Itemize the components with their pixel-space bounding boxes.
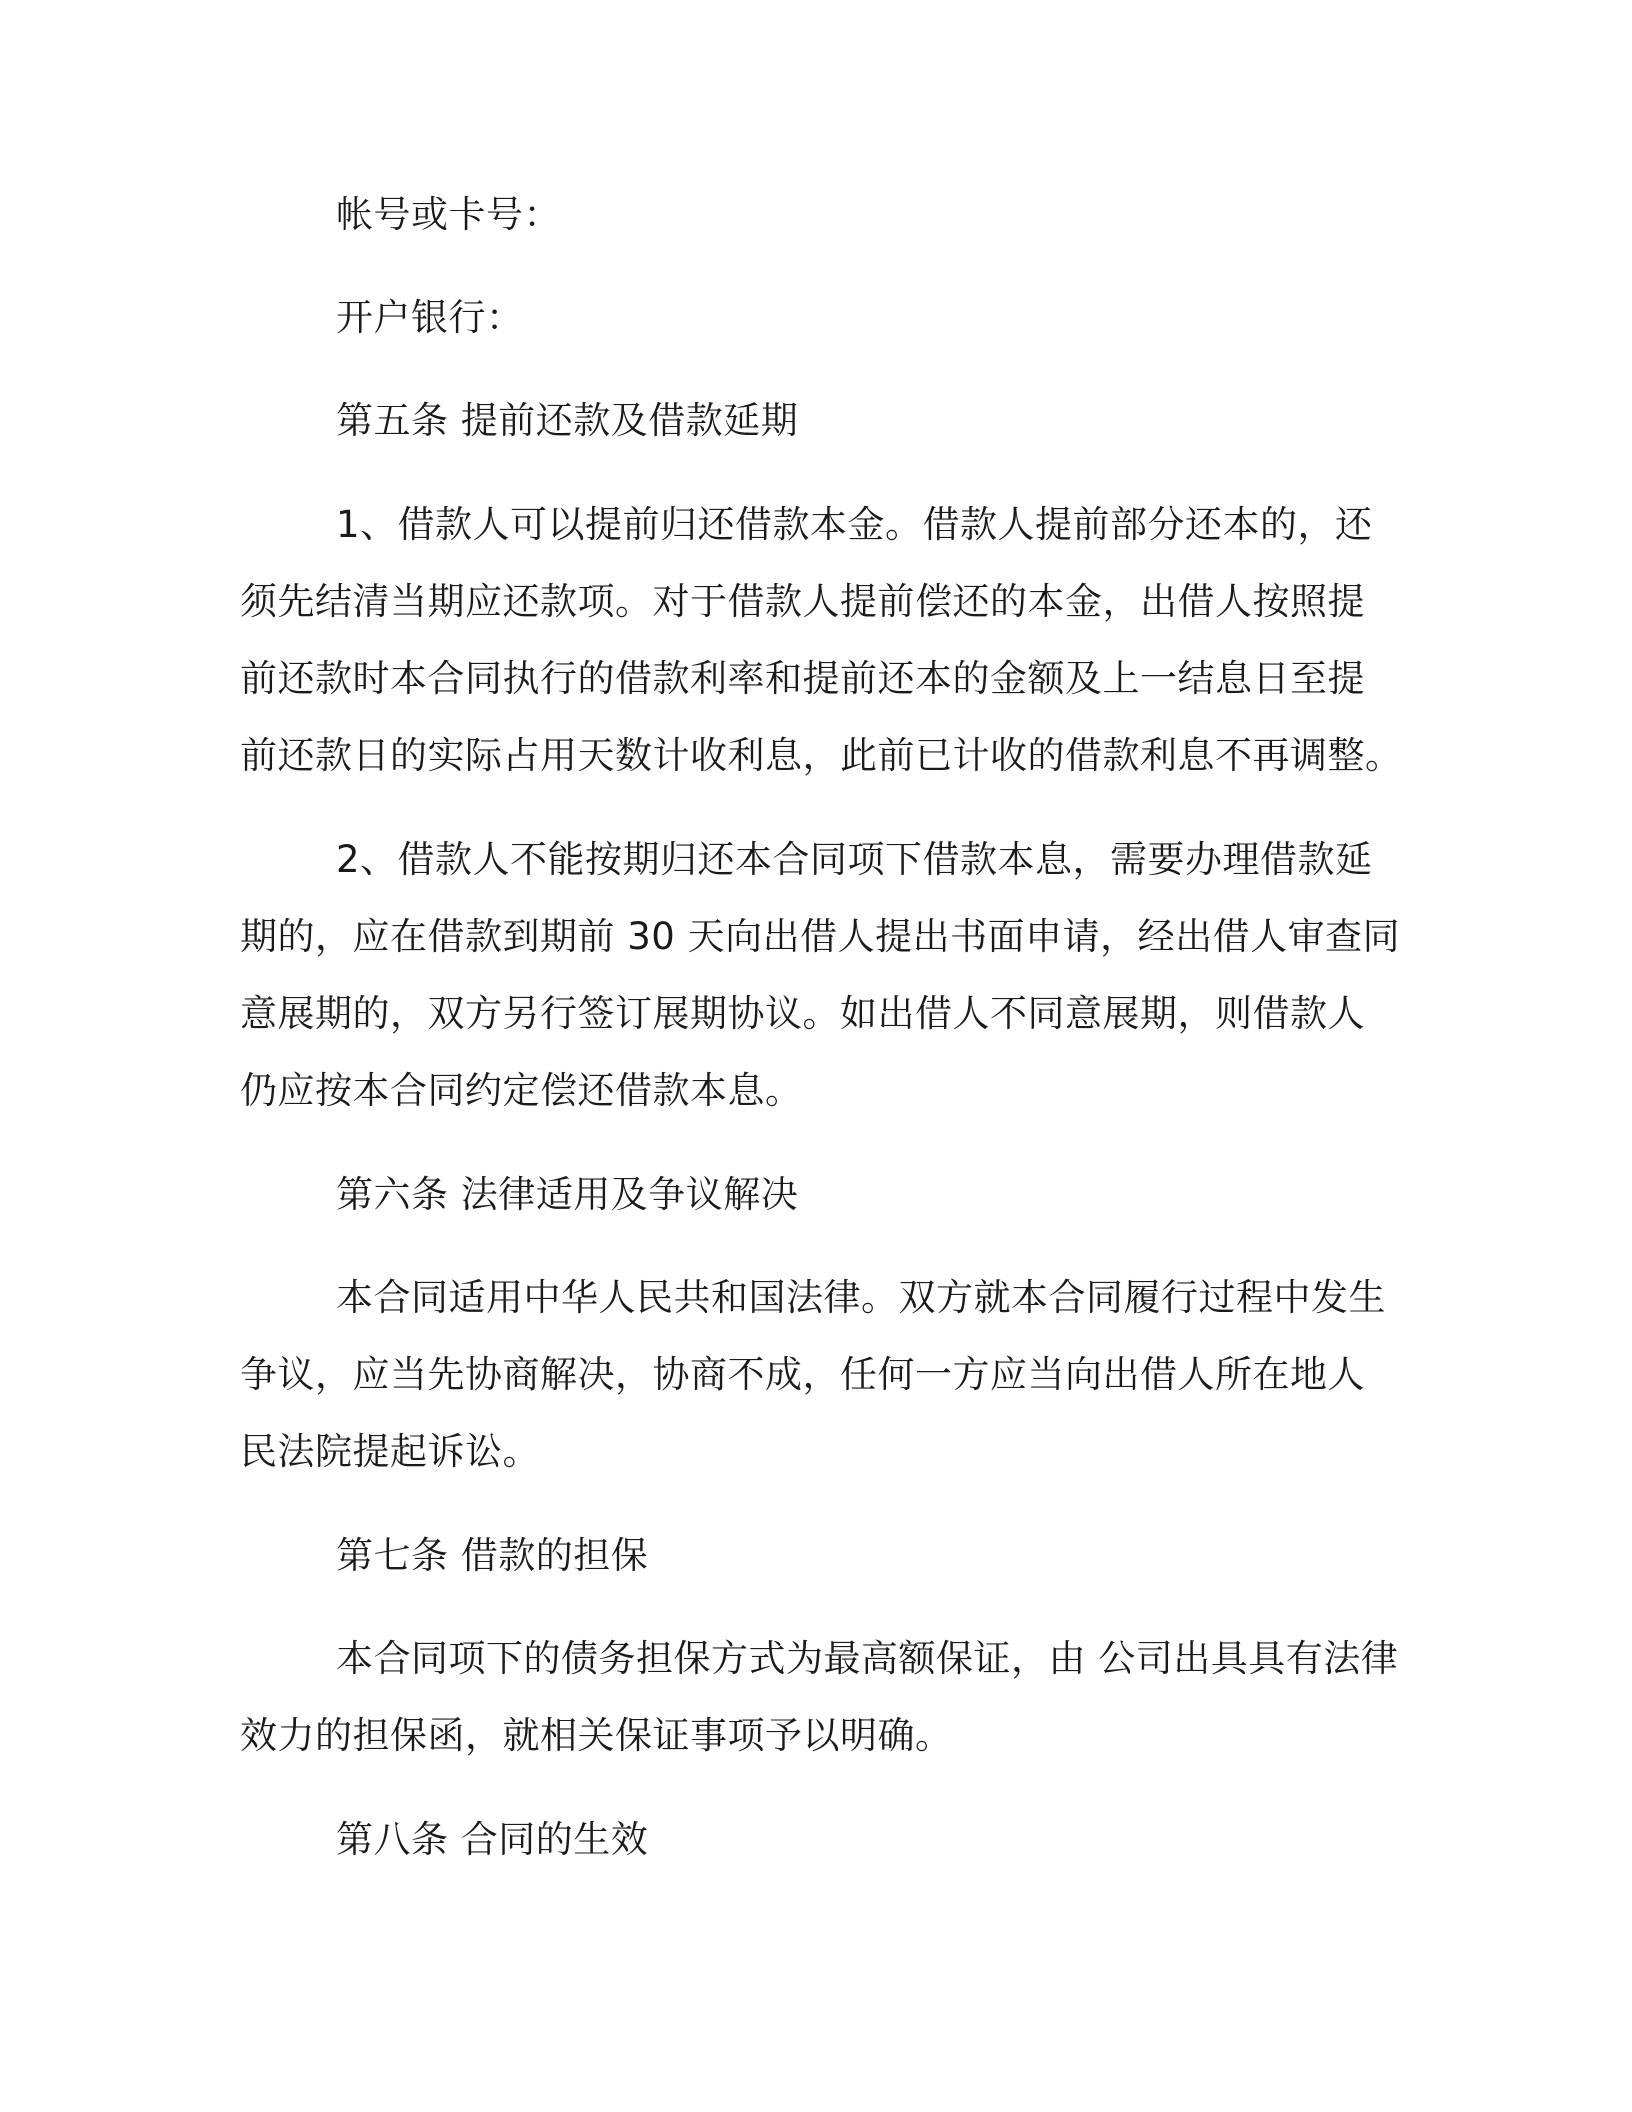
article-7-body-line-1: 本合同项下的债务担保方式为最高额保证，由 公司出具具有法律 bbox=[336, 1637, 1399, 1680]
article-5-clause-2-line-2: 期的，应在借款到期前 30 天向出借人提出书面申请，经出借人审查同 bbox=[240, 915, 1401, 958]
article-5-clause-1-line-4: 前还款日的实际占用天数计收利息，此前已计收的借款利息不再调整。 bbox=[240, 734, 1403, 777]
article-5-clause-2-line-3: 意展期的，双方另行签订展期协议。如出借人不同意展期，则借款人 bbox=[240, 992, 1365, 1035]
article-7-heading: 第七条 借款的担保 bbox=[336, 1534, 649, 1577]
article-6-body-line-2: 争议，应当先协商解决，协商不成，任何一方应当向出借人所在地人 bbox=[240, 1353, 1365, 1396]
article-5-clause-1-line-3: 前还款时本合同执行的借款利率和提前还本的金额及上一结息日至提 bbox=[240, 657, 1365, 700]
article-5-clause-2-line-1: 2、借款人不能按期归还本合同项下借款本息，需要办理借款延 bbox=[336, 838, 1373, 881]
article-6-heading: 第六条 法律适用及争议解决 bbox=[336, 1173, 799, 1216]
article-8-heading: 第八条 合同的生效 bbox=[336, 1818, 649, 1861]
account-number-label: 帐号或卡号： bbox=[336, 193, 561, 236]
article-6-body-line-1: 本合同适用中华人民共和国法律。双方就本合同履行过程中发生 bbox=[336, 1276, 1386, 1319]
bank-name-label: 开户银行： bbox=[336, 296, 524, 339]
article-6-body-line-3: 民法院提起诉讼。 bbox=[240, 1430, 540, 1473]
article-7-body-line-2: 效力的担保函，就相关保证事项予以明确。 bbox=[240, 1714, 953, 1757]
article-5-clause-1-line-1: 1、借款人可以提前归还借款本金。借款人提前部分还本的，还 bbox=[336, 503, 1373, 546]
article-5-heading: 第五条 提前还款及借款延期 bbox=[336, 399, 799, 442]
article-5-clause-2-line-4: 仍应按本合同约定偿还借款本息。 bbox=[240, 1069, 803, 1112]
article-5-clause-1-line-2: 须先结清当期应还款项。对于借款人提前偿还的本金，出借人按照提 bbox=[240, 580, 1365, 623]
